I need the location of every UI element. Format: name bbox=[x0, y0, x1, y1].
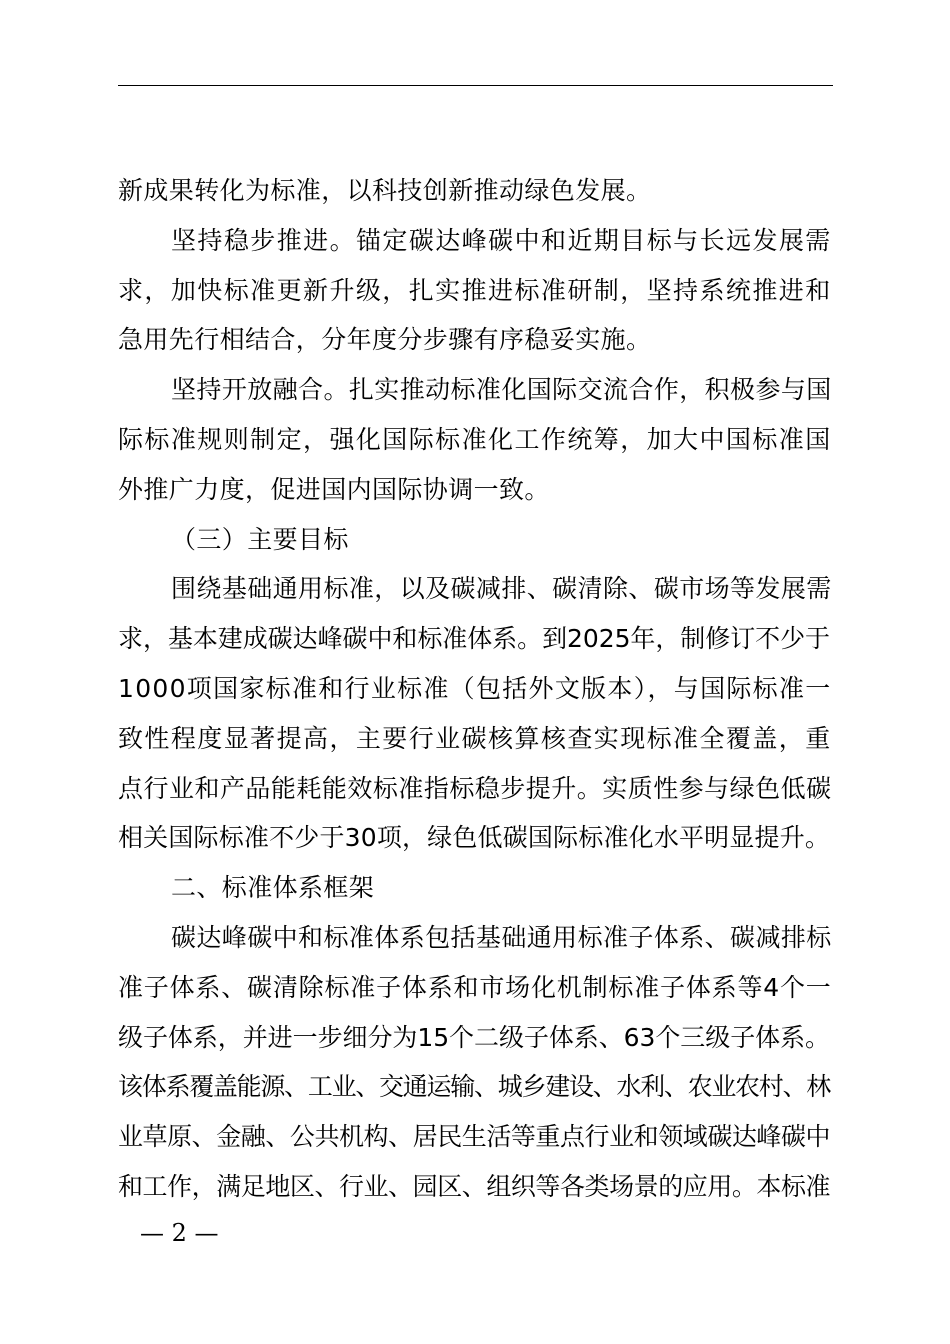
text-line: 致性程度显著提高，主要行业碳核算核查实现标准全覆盖，重 bbox=[118, 723, 832, 753]
page-number: — 2 — bbox=[140, 1219, 219, 1247]
text-line: 点行业和产品能耗能效标准指标稳步提升。实质性参与绿色低碳 bbox=[118, 773, 832, 803]
text-line: 级子体系，并进一步细分为15个二级子体系、63个三级子体系。 bbox=[118, 1022, 830, 1052]
text-line: 外推广力度，促进国内国际协调一致。 bbox=[118, 474, 550, 504]
text-line: 1000项国家标准和行业标准（包括外文版本），与国际标准一 bbox=[118, 673, 832, 703]
text-line: 求，加快标准更新升级，扎实推进标准研制，坚持系统推进和 bbox=[118, 275, 832, 305]
text-line: 碳达峰碳中和标准体系包括基础通用标准子体系、碳减排标 bbox=[171, 922, 832, 952]
header-rule bbox=[118, 85, 833, 86]
text-line: 求，基本建成碳达峰碳中和标准体系。到2025年，制修订不少于 bbox=[118, 624, 830, 654]
text-line: 该体系覆盖能源、工业、交通运输、城乡建设、水利、农业农村、林 bbox=[118, 1072, 830, 1102]
text-line: 新成果转化为标准，以科技创新推动绿色发展。 bbox=[118, 176, 652, 205]
text-line: 和工作，满足地区、行业、园区、组织等各类场景的应用。本标准 bbox=[118, 1171, 831, 1201]
text-line: 业草原、金融、公共机构、居民生活等重点行业和领域碳达峰碳中 bbox=[118, 1122, 831, 1152]
text-line: 坚持开放融合。扎实推动标准化国际交流合作，积极参与国 bbox=[171, 375, 832, 405]
text-line: （三）主要目标 bbox=[171, 524, 349, 554]
text-line: 二、标准体系框架 bbox=[171, 873, 375, 903]
text-line: 围绕基础通用标准，以及碳减排、碳清除、碳市场等发展需 bbox=[171, 574, 832, 604]
text-line: 坚持稳步推进。锚定碳达峰碳中和近期目标与长远发展需 bbox=[171, 225, 832, 255]
text-line: 急用先行相结合，分年度分步骤有序稳妥实施。 bbox=[118, 325, 652, 355]
text-line: 相关国际标准不少于30项，绿色低碳国际标准化水平明显提升。 bbox=[118, 823, 831, 853]
document-body bbox=[118, 166, 833, 1212]
text-line: 准子体系、碳清除标准子体系和市场化机制标准子体系等4个一 bbox=[118, 972, 832, 1002]
text-line: 际标准规则制定，强化国际标准化工作统筹，加大中国标准国 bbox=[118, 424, 832, 454]
